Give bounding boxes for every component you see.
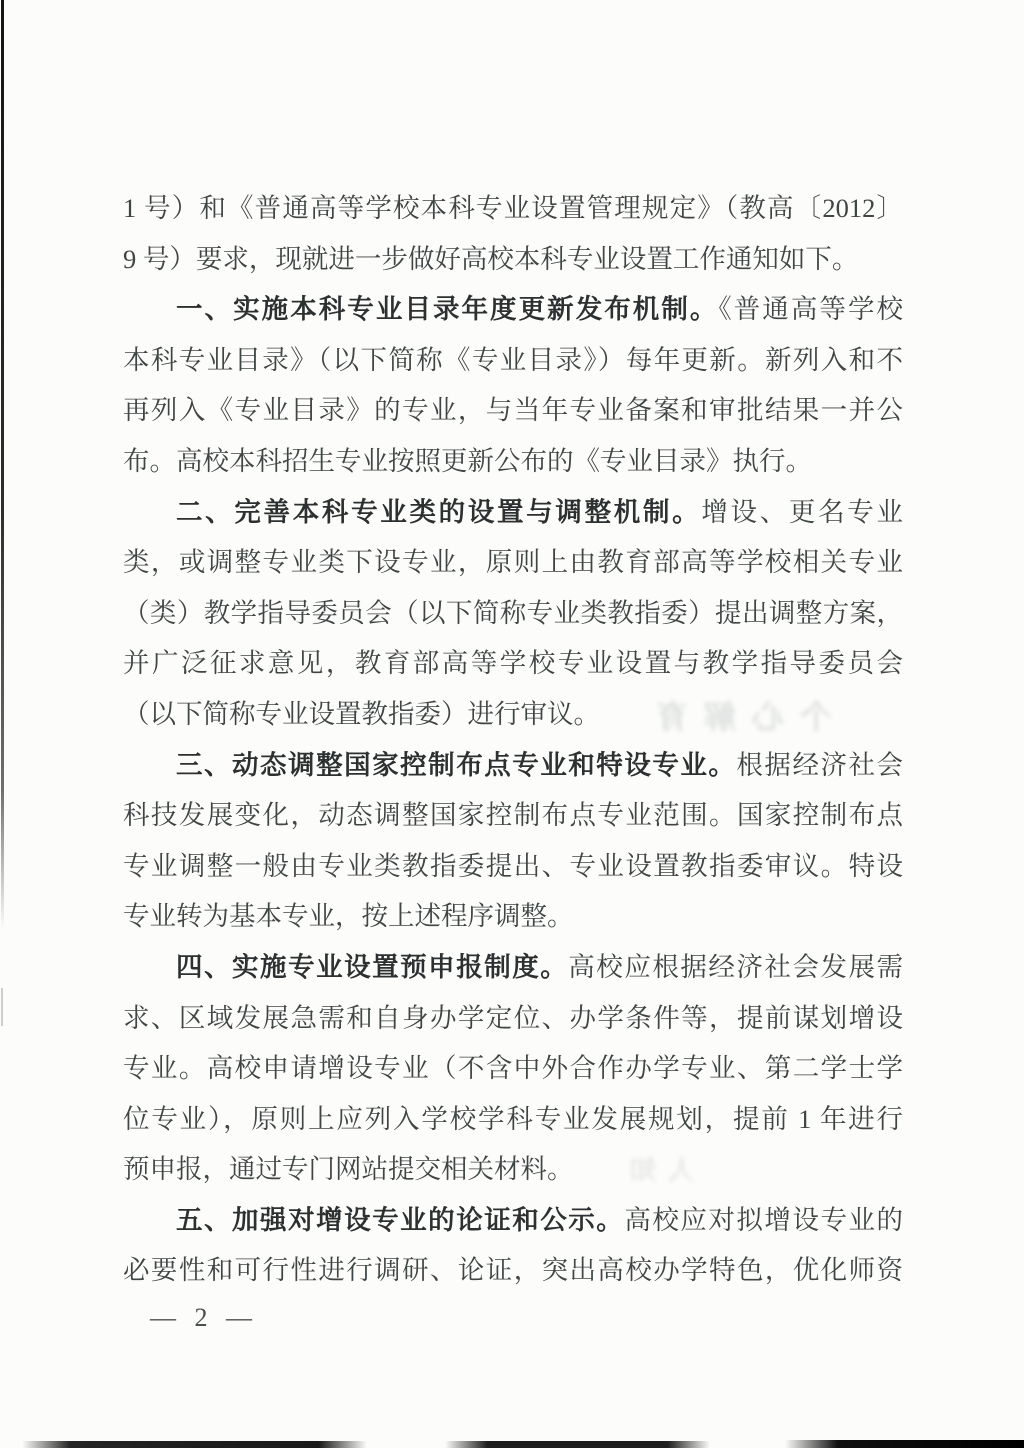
paragraph-heading: 三、动态调整国家控制布点专业和特设专业。 bbox=[176, 749, 737, 780]
line-text: 高校应对拟增设专业的 bbox=[624, 1204, 903, 1235]
line-text: 增设、更名专业 bbox=[701, 496, 903, 527]
scan-edge-bottom bbox=[785, 1440, 1024, 1448]
text-line bbox=[123, 638, 903, 689]
line-text: 布。高校本科招生专业按照更新公布的《专业目录》执行。 bbox=[123, 445, 812, 476]
scan-edge-left bbox=[1, 0, 4, 930]
scan-edge-bottom bbox=[22, 1441, 367, 1448]
line-text: 科技发展变化，动态调整国家控制布点专业范围。国家控制布点 bbox=[123, 800, 903, 831]
text-line bbox=[123, 1094, 903, 1145]
line-text: 求、区域发展急需和自身办学定位、办学条件等，提前谋划增设 bbox=[123, 1002, 903, 1033]
bleedthrough-text: 个心解育 bbox=[640, 699, 833, 735]
line-text: 专业。高校申请增设专业（不含中外合作办学专业、第二学士学 bbox=[123, 1053, 903, 1084]
line-text: （以下简称专业设置教指委）进行审议。 bbox=[123, 698, 600, 729]
text-line bbox=[123, 1144, 903, 1195]
text-line bbox=[123, 183, 903, 234]
paragraph-heading: 一、实施本科专业目录年度更新发布机制。 bbox=[176, 294, 719, 325]
text-line bbox=[123, 1195, 903, 1246]
line-text: （类）教学指导委员会（以下简称专业类教指委）提出调整方案， bbox=[123, 597, 903, 628]
text-line bbox=[123, 1043, 903, 1094]
text-line bbox=[123, 537, 903, 588]
line-text: 9 号）要求，现就进一步做好高校本科专业设置工作通知如下。 bbox=[123, 243, 859, 274]
text-line bbox=[123, 335, 903, 386]
scan-edge-left-faint bbox=[1, 988, 3, 1026]
line-text: 高校应根据经济社会发展需 bbox=[568, 951, 903, 982]
text-line bbox=[123, 841, 903, 892]
line-text: 再列入《专业目录》的专业，与当年专业备案和审批结果一并公 bbox=[123, 395, 903, 426]
line-text: 《普通高等学校 bbox=[718, 294, 903, 325]
page-number: — 2 — bbox=[150, 1303, 258, 1332]
text-line bbox=[123, 891, 903, 942]
text-line bbox=[123, 234, 903, 285]
text-line bbox=[123, 385, 903, 436]
paragraph-heading: 五、加强对增设专业的论证和公示。 bbox=[176, 1204, 625, 1235]
line-text: 根据经济社会 bbox=[736, 749, 903, 780]
line-text: 类，或调整专业类下设专业，原则上由教育部高等学校相关专业 bbox=[123, 547, 903, 578]
text-line bbox=[123, 1245, 903, 1296]
line-text: 本科专业目录》（以下简称《专业目录》）每年更新。新列入和不 bbox=[123, 344, 903, 375]
text-line bbox=[123, 436, 903, 487]
paragraph-heading: 四、实施专业设置预申报制度。 bbox=[176, 951, 569, 982]
line-text: 并广泛征求意见，教育部高等学校专业设置与教学指导委员会 bbox=[123, 648, 903, 679]
text-line bbox=[123, 284, 903, 335]
line-text: 专业转为基本专业，按上述程序调整。 bbox=[123, 901, 574, 932]
paragraph-heading: 二、完善本科专业类的设置与调整机制。 bbox=[176, 496, 702, 527]
document-body bbox=[123, 183, 903, 1296]
text-line bbox=[123, 993, 903, 1044]
text-line bbox=[123, 790, 903, 841]
text-line bbox=[123, 740, 903, 791]
line-text: 1 号）和《普通高等学校本科专业设置管理规定》（教高〔2012〕 bbox=[123, 193, 903, 223]
text-line bbox=[123, 689, 903, 740]
line-text: 必要性和可行性进行调研、论证，突出高校办学特色，优化师资 bbox=[123, 1255, 903, 1286]
scan-edge-bottom bbox=[445, 1441, 710, 1448]
line-text: 专业调整一般由专业类教指委提出、专业设置教指委审议。特设 bbox=[123, 850, 903, 881]
line-text: 预申报，通过专门网站提交相关材料。 bbox=[123, 1154, 574, 1185]
line-text: 位专业），原则上应列入学校学科专业发展规划，提前 1 年进行 bbox=[123, 1103, 903, 1134]
text-line bbox=[123, 588, 903, 639]
bleedthrough-text: 人知 bbox=[618, 1155, 695, 1185]
text-line bbox=[123, 942, 903, 993]
text-line bbox=[123, 487, 903, 538]
